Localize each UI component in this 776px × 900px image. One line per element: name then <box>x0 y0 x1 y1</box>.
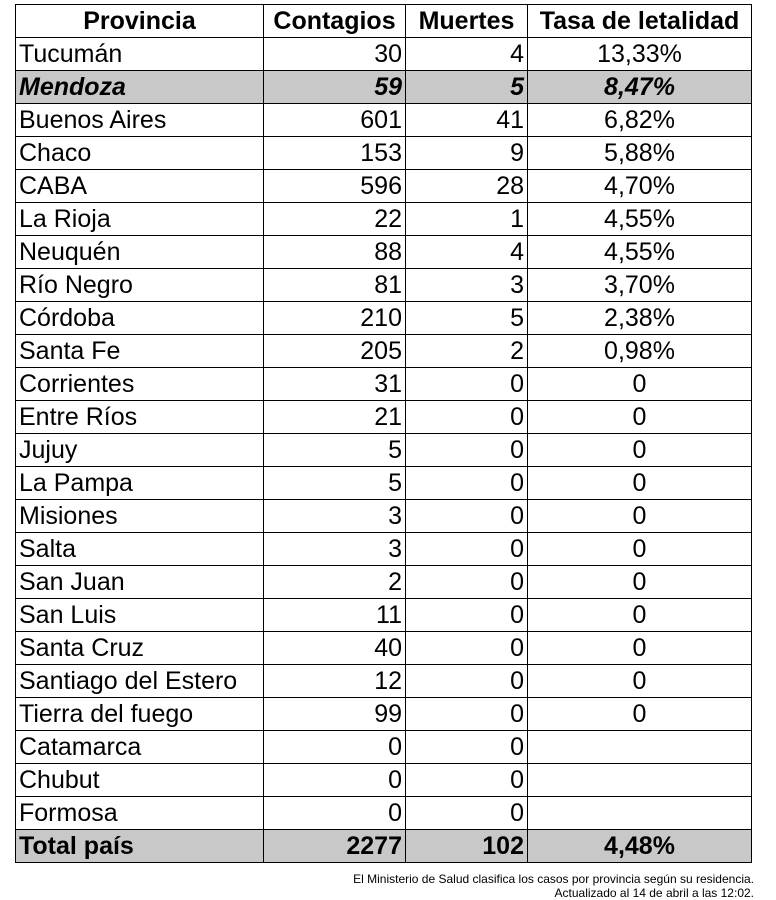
cell-tasa: 4,55% <box>528 236 752 269</box>
cell-muertes: 0 <box>406 500 528 533</box>
cell-muertes: 0 <box>406 632 528 665</box>
table-row <box>16 434 752 467</box>
table-row <box>16 797 752 830</box>
cell-tasa: 0 <box>528 665 752 698</box>
cell-tasa: 0 <box>528 434 752 467</box>
cell-provincia: Neuquén <box>16 236 264 269</box>
cell-provincia: Santa Fe <box>16 335 264 368</box>
cell-contagios: 81 <box>264 269 406 302</box>
cell-muertes: 0 <box>406 797 528 830</box>
cell-contagios: 12 <box>264 665 406 698</box>
cell-provincia: Mendoza <box>16 71 264 104</box>
cell-provincia: CABA <box>16 170 264 203</box>
table-row <box>16 764 752 797</box>
cell-provincia: Santiago del Estero <box>16 665 264 698</box>
cell-contagios: 596 <box>264 170 406 203</box>
cell-muertes: 2 <box>406 335 528 368</box>
table-row <box>16 665 752 698</box>
cell-contagios: 153 <box>264 137 406 170</box>
cell-tasa: 6,82% <box>528 104 752 137</box>
cell-contagios: 59 <box>264 71 406 104</box>
cell-muertes: 0 <box>406 368 528 401</box>
cell-contagios: 5 <box>264 467 406 500</box>
cell-muertes: 0 <box>406 731 528 764</box>
cell-contagios: 0 <box>264 797 406 830</box>
cell-provincia: La Rioja <box>16 203 264 236</box>
cell-tasa: 0 <box>528 566 752 599</box>
cell-muertes: 0 <box>406 533 528 566</box>
cell-muertes: 0 <box>406 698 528 731</box>
cell-provincia: Formosa <box>16 797 264 830</box>
cell-muertes: 0 <box>406 566 528 599</box>
cell-muertes: 0 <box>406 467 528 500</box>
table-row <box>16 632 752 665</box>
cell-muertes: 4 <box>406 38 528 71</box>
cell-provincia: Misiones <box>16 500 264 533</box>
cell-muertes: 0 <box>406 665 528 698</box>
cell-contagios: 31 <box>264 368 406 401</box>
table-row <box>16 500 752 533</box>
cell-muertes: 1 <box>406 203 528 236</box>
cell-contagios: 3 <box>264 533 406 566</box>
cell-provincia: San Luis <box>16 599 264 632</box>
table-row <box>16 302 752 335</box>
table-row <box>16 38 752 71</box>
cell-provincia: Entre Ríos <box>16 401 264 434</box>
table-row <box>16 269 752 302</box>
cell-provincia: La Pampa <box>16 467 264 500</box>
cell-provincia: Río Negro <box>16 269 264 302</box>
cell-contagios: 2 <box>264 566 406 599</box>
cell-tasa: 8,47% <box>528 71 752 104</box>
cell-provincia: Tierra del fuego <box>16 698 264 731</box>
table-row <box>16 170 752 203</box>
cell-tasa: 0 <box>528 599 752 632</box>
total-tasa: 4,48% <box>528 830 752 863</box>
cell-tasa: 4,55% <box>528 203 752 236</box>
header-row <box>16 5 752 38</box>
cell-tasa: 0 <box>528 500 752 533</box>
cell-contagios: 30 <box>264 38 406 71</box>
table-row <box>16 698 752 731</box>
cell-tasa: 0 <box>528 401 752 434</box>
table-row <box>16 401 752 434</box>
cell-muertes: 5 <box>406 302 528 335</box>
cell-contagios: 0 <box>264 731 406 764</box>
cell-contagios: 205 <box>264 335 406 368</box>
cell-contagios: 40 <box>264 632 406 665</box>
cell-tasa: 0,98% <box>528 335 752 368</box>
table-row <box>16 599 752 632</box>
cell-provincia: Santa Cruz <box>16 632 264 665</box>
cell-tasa: 0 <box>528 632 752 665</box>
cell-muertes: 0 <box>406 434 528 467</box>
total-row <box>16 830 752 863</box>
cell-muertes: 3 <box>406 269 528 302</box>
table-row <box>16 533 752 566</box>
cell-tasa <box>528 797 752 830</box>
cell-contagios: 3 <box>264 500 406 533</box>
table-row <box>16 236 752 269</box>
cell-tasa: 13,33% <box>528 38 752 71</box>
province-stats-table <box>15 4 752 863</box>
cell-contagios: 99 <box>264 698 406 731</box>
cell-contagios: 601 <box>264 104 406 137</box>
cell-muertes: 0 <box>406 599 528 632</box>
cell-contagios: 5 <box>264 434 406 467</box>
cell-muertes: 0 <box>406 401 528 434</box>
cell-provincia: Salta <box>16 533 264 566</box>
total-contagios: 2277 <box>264 830 406 863</box>
total-label: Total país <box>16 830 264 863</box>
cell-contagios: 88 <box>264 236 406 269</box>
cell-tasa <box>528 764 752 797</box>
cell-provincia: Corrientes <box>16 368 264 401</box>
table-row <box>16 566 752 599</box>
cell-tasa: 2,38% <box>528 302 752 335</box>
cell-muertes: 41 <box>406 104 528 137</box>
cell-tasa: 3,70% <box>528 269 752 302</box>
cell-tasa: 4,70% <box>528 170 752 203</box>
table-row <box>16 203 752 236</box>
cell-tasa: 0 <box>528 698 752 731</box>
cell-contagios: 210 <box>264 302 406 335</box>
cell-contagios: 0 <box>264 764 406 797</box>
cell-muertes: 9 <box>406 137 528 170</box>
cell-contagios: 22 <box>264 203 406 236</box>
cell-tasa: 0 <box>528 533 752 566</box>
cell-muertes: 4 <box>406 236 528 269</box>
cell-contagios: 11 <box>264 599 406 632</box>
cell-tasa: 0 <box>528 368 752 401</box>
cell-provincia: Córdoba <box>16 302 264 335</box>
table-row <box>16 467 752 500</box>
cell-provincia: Chubut <box>16 764 264 797</box>
cell-provincia: Chaco <box>16 137 264 170</box>
table-row <box>16 731 752 764</box>
cell-provincia: Tucumán <box>16 38 264 71</box>
total-muertes: 102 <box>406 830 528 863</box>
cell-muertes: 5 <box>406 71 528 104</box>
cell-tasa <box>528 731 752 764</box>
cell-provincia: Catamarca <box>16 731 264 764</box>
cell-muertes: 0 <box>406 764 528 797</box>
cell-provincia: Buenos Aires <box>16 104 264 137</box>
cell-tasa: 0 <box>528 467 752 500</box>
header-provincia: Provincia <box>16 5 264 38</box>
table-row <box>16 368 752 401</box>
header-tasa: Tasa de letalidad <box>528 5 752 38</box>
table-row <box>16 335 752 368</box>
cell-provincia: San Juan <box>16 566 264 599</box>
source-note: El Ministerio de Salud clasifica los casos por provincia según su residencia. <box>353 872 754 886</box>
header-contagios: Contagios <box>264 5 406 38</box>
cell-muertes: 28 <box>406 170 528 203</box>
update-note: Actualizado al 14 de abril a las 12:02. <box>554 886 754 900</box>
table-row <box>16 71 752 104</box>
table-row <box>16 104 752 137</box>
table-row <box>16 137 752 170</box>
cell-tasa: 5,88% <box>528 137 752 170</box>
cell-provincia: Jujuy <box>16 434 264 467</box>
header-muertes: Muertes <box>406 5 528 38</box>
cell-contagios: 21 <box>264 401 406 434</box>
